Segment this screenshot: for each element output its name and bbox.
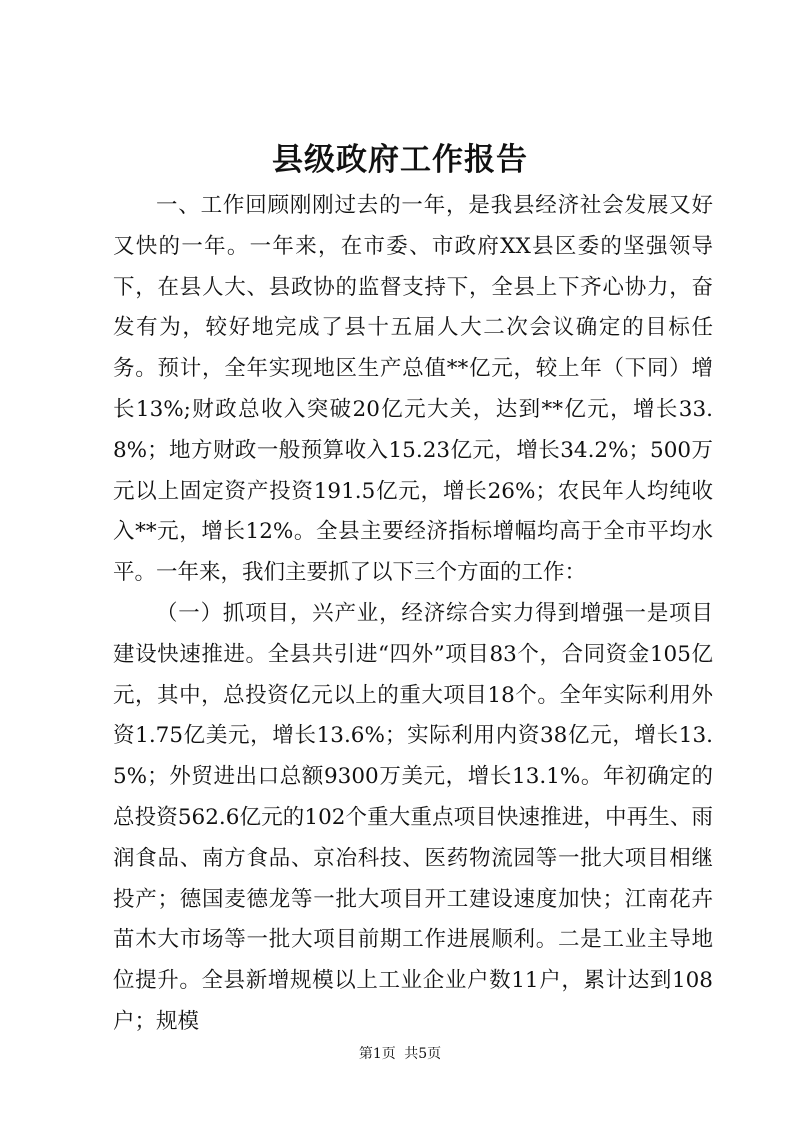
document-title: 县级政府工作报告 [272,142,528,178]
page-number: 第1页 [358,1046,396,1062]
page-total: 共5页 [404,1046,442,1062]
paragraph-work-review: 一、工作回顾刚刚过去的一年，是我县经济社会发展又好又快的一年。一年来，在市委、市政府XX县区委的坚强领导下，在县人大、县政协的监督支持下，全县上下齐心协力，奋发有为，较好地完成了县十五届人大二次会议确定的目标任务。预计，全年实现地区生产总值**亿元，较上年（下同）增长13%;财政总收入突破20亿元大关，达到**亿元，增长33.8%；地方财政一般预算收入15.23亿元，增长34.2%；500万元以上固定资产投资191.5亿元，增长26%；农民年人均纯收入**元，增长12%。全县主要经济指标增幅均高于全市平均水平。一年来，我们主要抓了以下三个方面的工作： [113,193,713,586]
document-body [113,186,713,1043]
paragraph-projects-industry: （一）抓项目，兴产业，经济综合实力得到增强一是项目建设快速推进。全县共引进“四外”项目83个，合同资金105亿元，其中，总投资亿元以上的重大项目18个。全年实际利用外资1.75亿美元，增长13.6%；实际利用内资38亿元，增长13.5%；外贸进出口总额9300万美元，增长13.1%。年初确定的总投资562.6亿元的102个重大重点项目快速推进，中再生、雨润食品、南方食品、京冶科技、医药物流园等一批大项目相继投产；德国麦德龙等一批大项目开工建设速度加快；江南花卉苗木大市场等一批大项目前期工作进展顺利。二是工业主导地位提升。全县新增规模以上工业企业户数11户，累计达到108户；规模 [113,600,713,1034]
page-footer [0,1044,800,1064]
